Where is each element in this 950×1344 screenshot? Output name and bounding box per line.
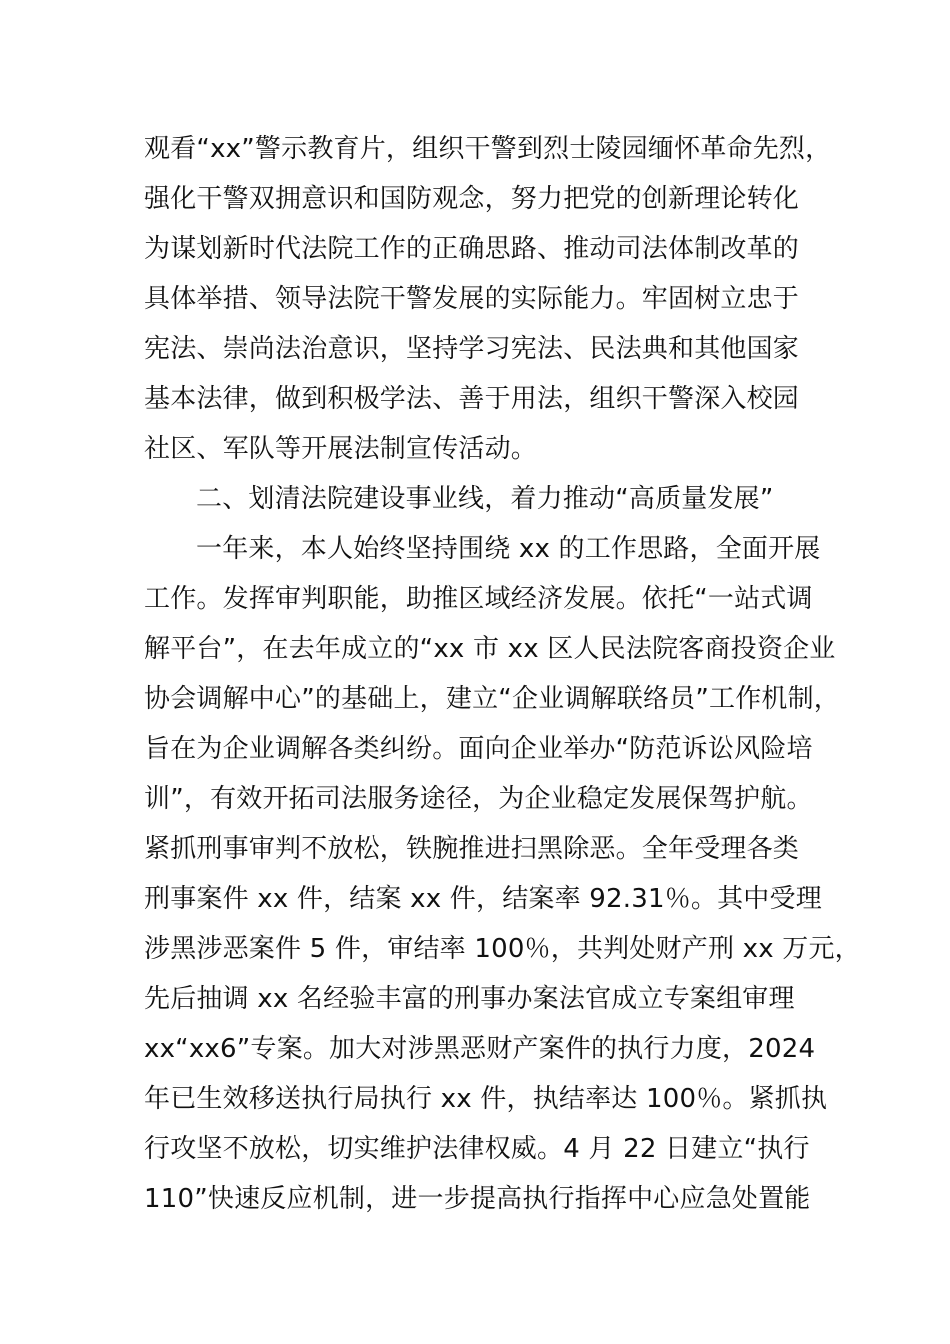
text-line: 一年来，本人始终坚持围绕 xx 的工作思路，全面开展 [196, 534, 821, 564]
text-line: 观看“xx”警示教育片，组织干警到烈士陵园缅怀革命先烈， [144, 134, 832, 164]
document-body [144, 124, 861, 1224]
text-line: 宪法、崇尚法治意识，坚持学习宪法、民法典和其他国家 [144, 334, 800, 364]
text-line: 社区、军队等开展法制宣传活动。 [144, 434, 538, 464]
text-line: 工作。发挥审判职能，助推区域经济发展。依托“一站式调 [144, 584, 813, 614]
text-line: 基本法律，做到积极学法、善于用法，组织干警深入校园 [144, 384, 800, 414]
text-line: 二、划清法院建设事业线，着力推动“高质量发展” [196, 484, 774, 514]
text-line: 涉黑涉恶案件 5 件，审结率 100％，共判处财产刑 xx 万元， [144, 934, 861, 964]
text-line: 年已生效移送执行局执行 xx 件，执结率达 100％。紧抓执 [144, 1084, 828, 1114]
text-line: 旨在为企业调解各类纠纷。面向企业举办“防范诉讼风险培 [144, 734, 813, 764]
text-line: 训”，有效开拓司法服务途径，为企业稳定发展保驾护航。 [144, 784, 813, 814]
text-line: 110”快速反应机制，进一步提高执行指挥中心应急处置能 [144, 1184, 811, 1214]
text-line: 为谋划新时代法院工作的正确思路、推动司法体制改革的 [144, 234, 800, 264]
text-line: 先后抽调 xx 名经验丰富的刑事办案法官成立专案组审理 [144, 984, 795, 1014]
text-line: 强化干警双拥意识和国防观念，努力把党的创新理论转化 [144, 184, 800, 214]
text-line: 行攻坚不放松，切实维护法律权威。4 月 22 日建立“执行 [144, 1134, 810, 1164]
text-line: 紧抓刑事审判不放松，铁腕推进扫黑除恶。全年受理各类 [144, 834, 800, 864]
text-line: 解平台”，在去年成立的“xx 市 xx 区人民法院客商投资企业 [144, 634, 836, 664]
text-line: 协会调解中心”的基础上，建立“企业调解联络员”工作机制， [144, 684, 841, 714]
text-line: 具体举措、领导法院干警发展的实际能力。牢固树立忠于 [144, 284, 800, 314]
text-line: 刑事案件 xx 件，结案 xx 件，结案率 92.31％。其中受理 [144, 884, 822, 914]
text-line: xx“xx6”专案。加大对涉黑恶财产案件的执行力度，2024 [144, 1034, 816, 1064]
